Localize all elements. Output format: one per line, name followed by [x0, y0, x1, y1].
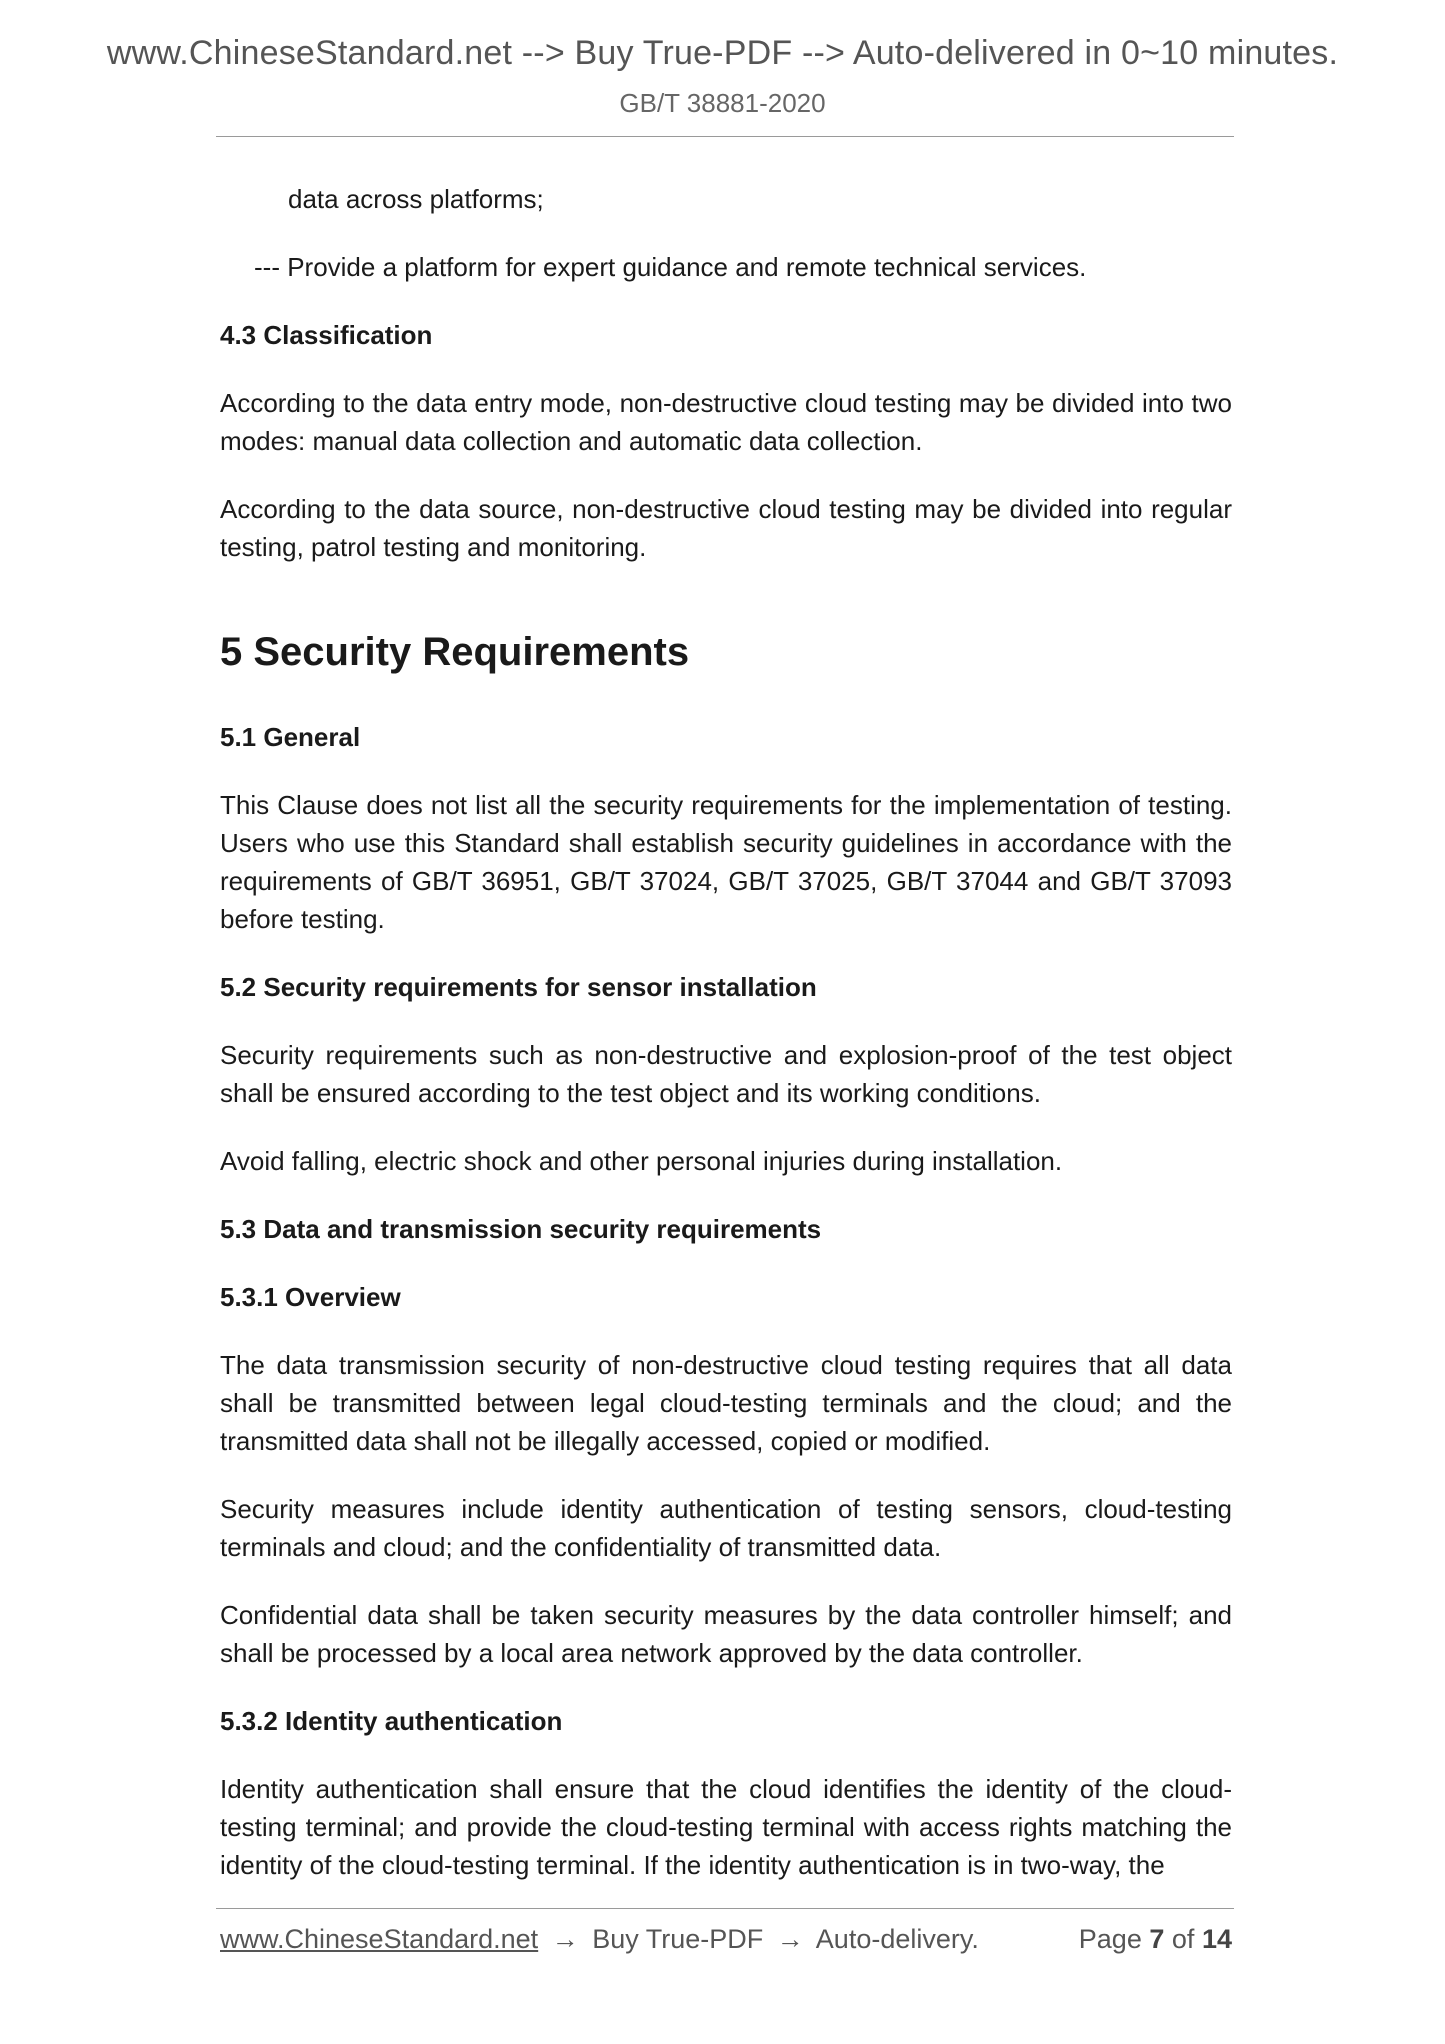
footer-left — [220, 1924, 979, 1955]
page-number — [1079, 1924, 1232, 1955]
paragraph: This Clause does not list all the security requirements for the implementation of testing. Users who use this Standard shall establish security guidelines in accordance with the requirements of GB/T 36951, GB/T 37024, GB/T 37025, GB/T 37044 and GB/T 37093 before testing. — [220, 790, 1232, 934]
continuation-text: data across platforms; — [288, 184, 544, 214]
footer-divider — [216, 1908, 1234, 1909]
page-footer — [220, 1924, 1232, 1964]
footer-auto-text: Auto-delivery. — [815, 1924, 979, 1954]
paragraph: Security measures include identity authentication of testing sensors, cloud-testing terminals and cloud; and the confidentiality of transmitted data. — [220, 1494, 1232, 1562]
chapter-heading-5: 5 Security Requirements — [220, 630, 690, 674]
arrow-right-icon: → — [551, 1924, 579, 1954]
section-heading-5-1: 5.1 General — [220, 722, 361, 752]
paragraph: Avoid falling, electric shock and other personal injuries during installation. — [220, 1146, 1063, 1176]
arrow-right-icon: → — [776, 1924, 804, 1954]
paragraph: According to the data source, non-destructive cloud testing may be divided into regular testing, patrol testing and monitoring. — [220, 494, 1232, 562]
paragraph: The data transmission security of non-destructive cloud testing requires that all data shall be transmitted between legal cloud-testing terminals and the cloud; and the transmitted data shall not be illegally accessed, copied or modified. — [220, 1350, 1232, 1456]
footer-site-link[interactable]: www.ChineseStandard.net — [220, 1924, 539, 1954]
section-heading-5-3-2: 5.3.2 Identity authentication — [220, 1706, 563, 1736]
paragraph: Confidential data shall be taken security measures by the data controller himself; and shall be processed by a local area network approved by the data controller. — [220, 1600, 1232, 1668]
page-content — [220, 180, 1232, 1884]
section-heading-4-3: 4.3 Classification — [220, 320, 433, 350]
section-heading-5-3: 5.3 Data and transmission security requirements — [220, 1214, 822, 1244]
header-banner[interactable]: www.ChineseStandard.net --> Buy True-PDF --> Auto-delivered in 0~10 minutes. — [106, 34, 1339, 72]
page-of: of — [1171, 1924, 1195, 1954]
section-heading-5-3-1: 5.3.1 Overview — [220, 1282, 401, 1312]
footer-buy-text: Buy True-PDF — [592, 1924, 764, 1954]
standard-code: GB/T 38881-2020 — [619, 88, 826, 118]
page-current: 7 — [1149, 1924, 1165, 1954]
page-total: 14 — [1201, 1924, 1232, 1954]
section-heading-5-2: 5.2 Security requirements for sensor installation — [220, 972, 817, 1002]
paragraph: According to the data entry mode, non-destructive cloud testing may be divided into two modes: manual data collection and automatic data collection. — [220, 388, 1232, 456]
dash-list-item: --- Provide a platform for expert guidance and remote technical services. — [254, 252, 1087, 282]
page-label: Page — [1078, 1924, 1142, 1954]
header-divider — [216, 136, 1234, 137]
paragraph: Identity authentication shall ensure that the cloud identifies the identity of the cloud-testing terminal; and provide the cloud-testing terminal with access rights matching the identity of the cloud-testing terminal. If the identity authentication is in two-way, the — [220, 1774, 1232, 1880]
paragraph: Security requirements such as non-destructive and explosion-proof of the test object shall be ensured according to the test object and its working conditions. — [220, 1040, 1232, 1108]
